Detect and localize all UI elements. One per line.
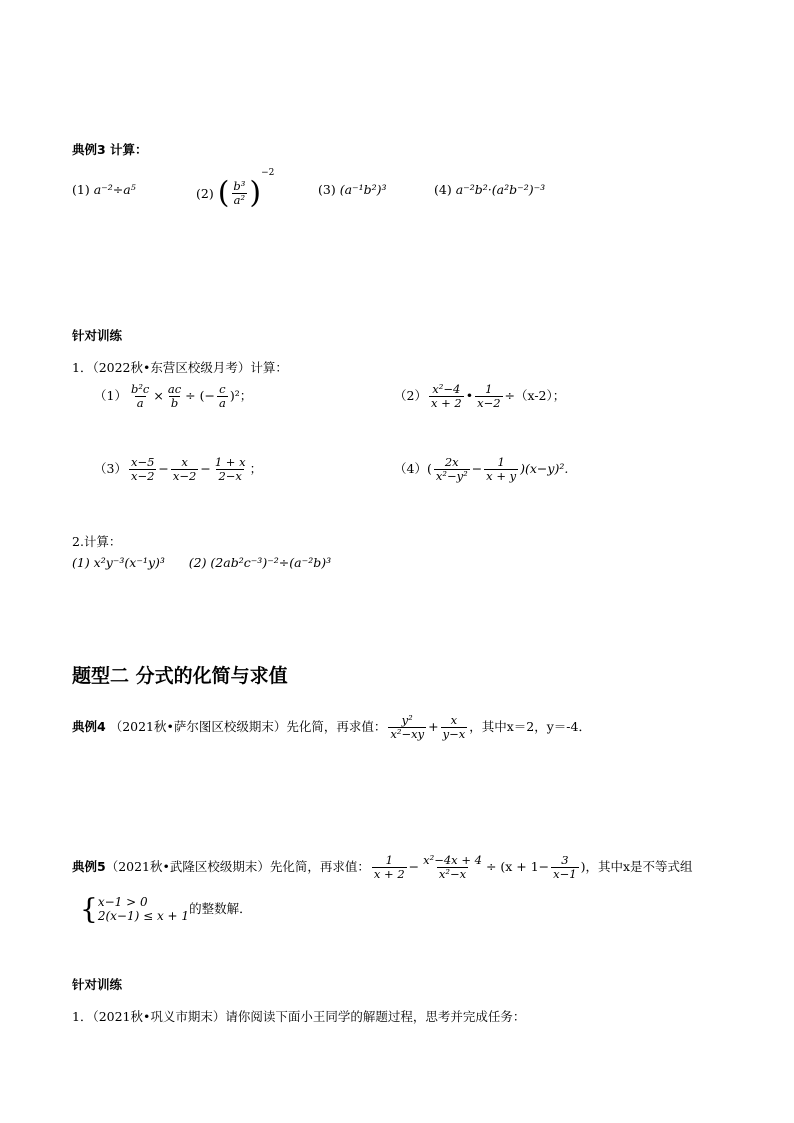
operator: − [158, 461, 169, 477]
fraction-numerator: 3 [561, 853, 569, 867]
item-number: (1) [72, 182, 90, 197]
operator: ÷ (x + 1− [485, 859, 550, 875]
fraction-denominator: x + 2 [430, 396, 462, 411]
fraction-denominator: x−2 [172, 469, 197, 484]
inequality-2: 2(x−1) ≤ x + 1 [97, 909, 190, 924]
operator: − [408, 859, 420, 875]
expression-tail: )²； [229, 388, 253, 404]
fraction-denominator: x + 2 [373, 867, 405, 882]
fraction-numerator: y² [401, 713, 413, 727]
section-heading: 题型二 分式的化简与求值 [72, 665, 288, 687]
question-2-expressions: (1) x²y⁻³(x⁻¹y)³ (2) (2ab²c⁻³)⁻²÷(a⁻²b)³ [72, 555, 332, 570]
inequality-system [80, 892, 252, 926]
question-2-intro: 2.计算： [72, 534, 122, 549]
item-number: (3) [318, 182, 336, 197]
problem-label: （2） [394, 388, 427, 404]
fraction-denominator: x−2 [130, 469, 155, 484]
fraction-numerator: b³ [233, 178, 246, 193]
fraction-numerator: c [219, 382, 226, 396]
drill-title-2: 针对训练 [72, 977, 123, 992]
expression-tail: ； [249, 461, 263, 477]
fraction-numerator: x [181, 455, 188, 469]
expression: a⁻²÷a⁵ [93, 182, 136, 197]
fraction-denominator: 2−x [218, 469, 242, 484]
fraction-denominator: x−2 [477, 396, 501, 411]
fraction-denominator: x²−y² [435, 469, 468, 484]
example-4 [72, 714, 591, 741]
fraction-numerator: 1 [485, 382, 493, 396]
fraction-numerator: 1 [497, 455, 505, 469]
problem-label: （4） [394, 461, 427, 477]
fraction-numerator: 1 + x [214, 455, 246, 469]
inequality-1: x−1 > 0 [97, 895, 148, 909]
example-lead: 典例4 [72, 719, 106, 735]
example-3-title: 典例3 计算： [72, 142, 148, 157]
fraction-denominator: b [170, 396, 179, 411]
fraction-denominator: y−x [442, 727, 466, 742]
fraction-denominator: x−1 [553, 867, 577, 882]
open-paren: ( [426, 461, 432, 477]
fraction-numerator: 2x [444, 455, 459, 469]
drill-title: 针对训练 [72, 328, 123, 343]
question-1-intro: 1．（2022秋•东营区校级月考）计算： [72, 360, 288, 375]
expression: (a⁻¹b²)³ [339, 182, 387, 197]
expression-tail: ，其中x＝2，y＝-4． [469, 719, 591, 735]
fraction-numerator: x−5 [130, 455, 155, 469]
problem-4 [394, 456, 568, 483]
operator: − [200, 461, 211, 477]
operator: − [471, 461, 483, 477]
example-text: （2021秋•萨尔图区校级期末）先化简，再求值： [109, 719, 387, 735]
drill-2-question-1: 1．（2021秋•巩义市期末）请你阅读下面小王同学的解题过程，思考并完成任务： [72, 1009, 526, 1024]
problem-label: （1） [94, 388, 127, 404]
fraction-denominator: x + y [486, 469, 517, 484]
fraction-denominator: a² [233, 193, 246, 207]
example-5 [72, 854, 693, 881]
ex3-item-1 [72, 182, 136, 197]
example-text: （2021秋•武隆区校级期末）先化简，再求值： [105, 859, 370, 875]
fraction-denominator: a [218, 396, 226, 411]
brace: { [80, 892, 98, 926]
example-lead: 典例5 [72, 859, 106, 875]
operator: • [465, 388, 474, 404]
ex3-item-3 [318, 182, 387, 197]
fraction-numerator: x²−4x + 4 [423, 853, 482, 867]
operator: ÷ (− [185, 388, 215, 404]
problem-label: （3） [94, 461, 127, 477]
exponent: −2 [261, 168, 275, 178]
fraction-numerator: x²−4 [432, 382, 461, 396]
problem-2 [394, 383, 565, 410]
operator: + [428, 719, 439, 735]
problem-1 [94, 383, 252, 410]
operator: × [153, 388, 164, 404]
expression-tail: )，其中x是不等式组 [580, 859, 693, 875]
item-number: (2) [196, 186, 214, 201]
fraction-numerator: b²c [130, 382, 150, 396]
fraction-denominator: x²−xy [390, 727, 425, 742]
expression: a⁻²b²·(a²b⁻²)⁻³ [455, 182, 546, 197]
item-number: (4) [434, 182, 452, 197]
problem-3 [94, 456, 262, 483]
fraction-denominator: a [136, 396, 144, 411]
ex3-item-4 [434, 182, 545, 197]
fraction-numerator: x [450, 713, 458, 727]
expression-tail: ÷（x-2）； [504, 388, 566, 404]
inequality-tail: 的整数解． [189, 900, 252, 916]
ex3-item-2: (2) ( $\frac{\text{b³}}{\text{a²}}$ )$^{-2}$ [196, 168, 275, 211]
fraction-numerator: ac [167, 382, 182, 396]
fraction-numerator: 1 [385, 853, 393, 867]
expression-tail: )(x−y)². [520, 461, 569, 477]
fraction-denominator: x²−x [438, 867, 467, 882]
